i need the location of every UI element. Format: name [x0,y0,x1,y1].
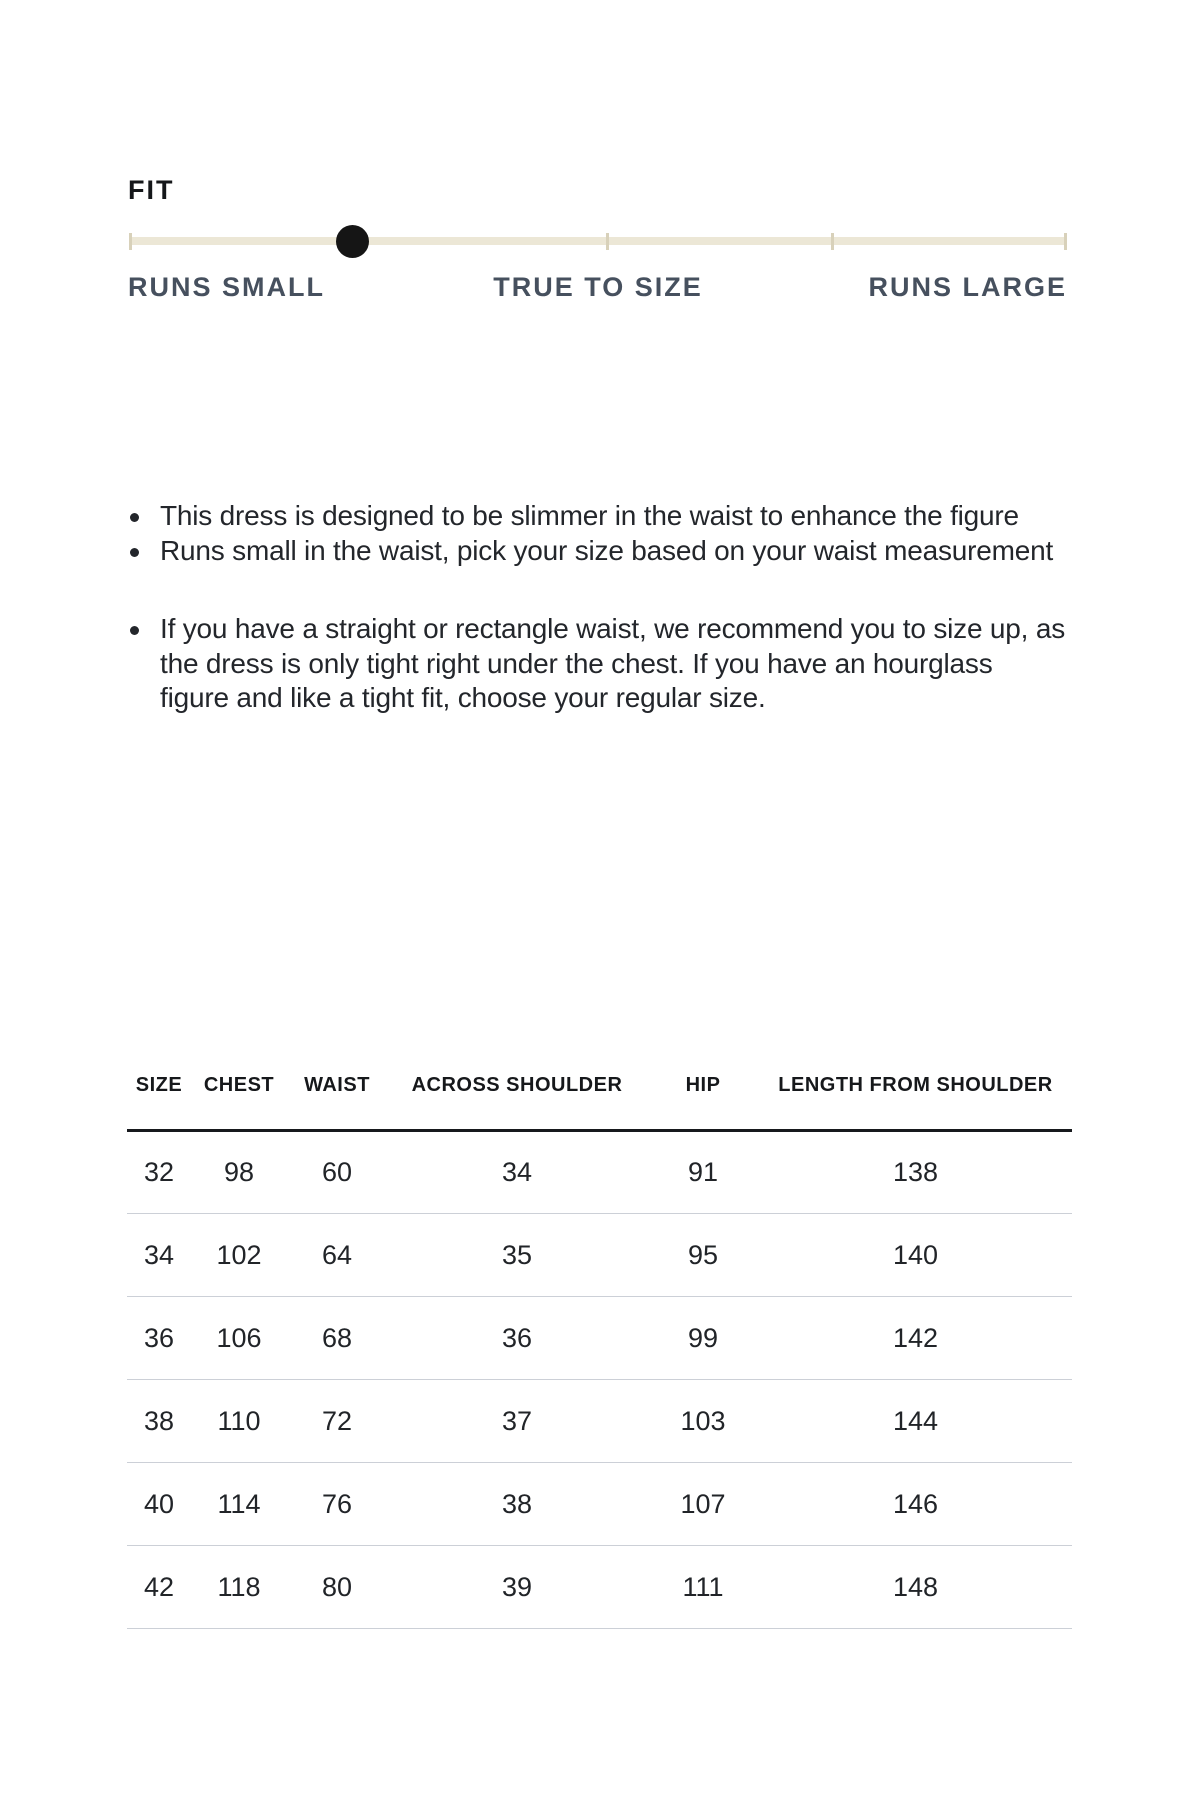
table-row [127,1463,1072,1546]
table-cell: 148 [759,1546,1072,1629]
bullet-group [128,612,1068,716]
table-cell: 68 [287,1297,387,1380]
fit-note-item: If you have a straight or rectangle waist, we recommend you to size up, as the dress is only tight right under the chest. If you have an hourglass figure and like a tight fit, choose your regular size. [128,612,1068,716]
table-cell: 146 [759,1463,1072,1546]
table-cell: 37 [387,1380,647,1463]
table-cell: 64 [287,1214,387,1297]
table-row [127,1131,1072,1214]
size-table-header-cell: WAIST [287,1072,387,1131]
fit-note-item: This dress is designed to be slimmer in the waist to enhance the figure [128,499,1068,534]
table-cell: 34 [127,1214,191,1297]
table-cell: 111 [647,1546,759,1629]
size-table-header-cell: SIZE [127,1072,191,1131]
table-cell: 102 [191,1214,287,1297]
table-row [127,1297,1072,1380]
table-cell: 38 [387,1463,647,1546]
fit-slider-dot-indicator [336,225,369,258]
slider-tick [129,233,132,250]
fit-notes-list [128,499,1068,716]
fit-section-title: FIT [128,175,175,205]
table-cell: 144 [759,1380,1072,1463]
table-cell: 114 [191,1463,287,1546]
table-cell: 36 [127,1297,191,1380]
fit-label-runs-large: RUNS LARGE [868,272,1067,302]
table-cell: 60 [287,1131,387,1214]
table-cell: 72 [287,1380,387,1463]
table-cell: 99 [647,1297,759,1380]
size-table [127,1072,1072,1629]
table-cell: 38 [127,1380,191,1463]
table-cell: 106 [191,1297,287,1380]
table-cell: 36 [387,1297,647,1380]
fit-slider-track [129,237,1067,245]
table-cell: 103 [647,1380,759,1463]
fit-slider-labels [129,273,1067,303]
table-row [127,1214,1072,1297]
table-cell: 98 [191,1131,287,1214]
table-cell: 32 [127,1131,191,1214]
size-table-header-cell: ACROSS SHOULDER [387,1072,647,1131]
slider-tick [1064,233,1067,250]
table-cell: 39 [387,1546,647,1629]
table-cell: 142 [759,1297,1072,1380]
size-table-header-cell: CHEST [191,1072,287,1131]
table-cell: 107 [647,1463,759,1546]
slider-tick [831,233,834,250]
table-cell: 42 [127,1546,191,1629]
table-cell: 110 [191,1380,287,1463]
size-table-section [127,1072,1072,1629]
size-table-header-cell: LENGTH FROM SHOULDER [759,1072,1072,1131]
fit-label-true-to-size: TRUE TO SIZE [493,272,703,302]
slider-tick [606,233,609,250]
table-cell: 95 [647,1214,759,1297]
fit-slider [129,233,1067,250]
fit-note-item: Runs small in the waist, pick your size based on your waist measurement [128,534,1068,569]
table-cell: 40 [127,1463,191,1546]
bullet-group [128,499,1068,568]
table-cell: 91 [647,1131,759,1214]
fit-label-runs-small: RUNS SMALL [128,272,325,302]
table-cell: 138 [759,1131,1072,1214]
table-cell: 34 [387,1131,647,1214]
table-cell: 80 [287,1546,387,1629]
size-table-header-row [127,1072,1072,1131]
table-row [127,1546,1072,1629]
table-row [127,1380,1072,1463]
table-cell: 118 [191,1546,287,1629]
table-cell: 140 [759,1214,1072,1297]
size-table-header-cell: HIP [647,1072,759,1131]
table-cell: 35 [387,1214,647,1297]
table-cell: 76 [287,1463,387,1546]
